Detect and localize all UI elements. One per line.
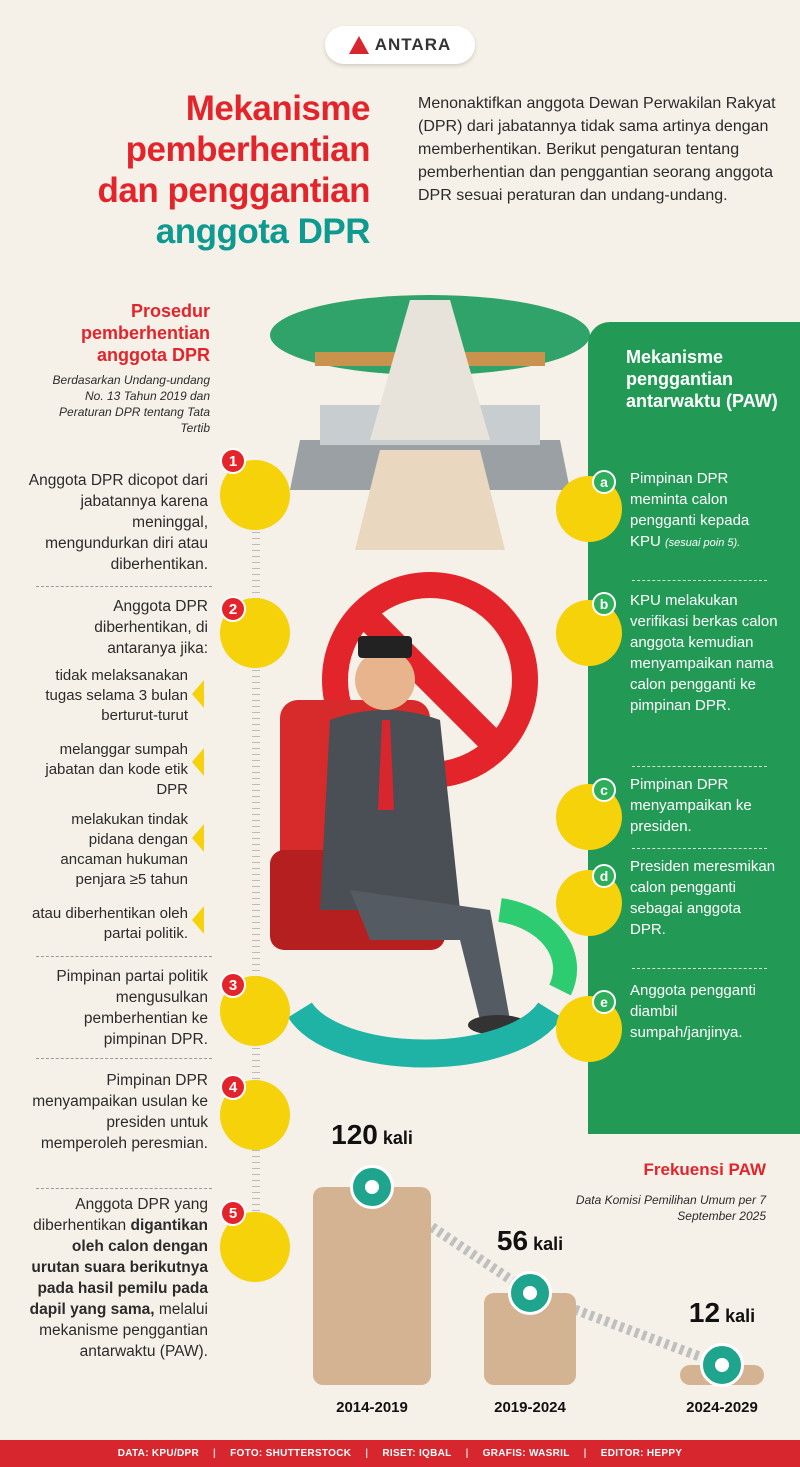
bar-value: 12: [688, 1297, 721, 1328]
intro-text: Menonaktifkan anggota Dewan Perwakilan Rakyat (DPR) dari jabatannya tidak sama artinya dengan memberhentikan. Berikut pengaturan tentang pemberhentian dan penggantian seorang anggota DPR sesuai peraturan dan undang-undang.: [418, 95, 776, 204]
step-5-text: [23, 1194, 208, 1362]
credit-grafis: GRAFIS: WASRIL: [482, 1448, 570, 1459]
step-5-badge: 5: [220, 1200, 246, 1226]
bar-value: 120: [331, 1119, 378, 1150]
page-title: [30, 88, 370, 252]
bar-value-label: [302, 1119, 442, 1151]
bar-unit: kali: [720, 1306, 756, 1326]
bar-marker-icon: [350, 1165, 394, 1209]
category-label: 2024-2029: [686, 1399, 758, 1416]
step-b-text: KPU melakukan verifikasi berkas calon anggota kemudian menyampaikan nama calon pengganti ke pimpinan DPR.: [630, 592, 778, 714]
divider: [632, 968, 767, 969]
step-4-badge: 4: [220, 1074, 246, 1100]
separator: |: [465, 1448, 469, 1459]
step-1-badge: 1: [220, 448, 246, 474]
category-label: 2019-2024: [494, 1399, 566, 1416]
step-3-badge: 3: [220, 972, 246, 998]
divider: [632, 766, 767, 767]
step-c-text: Pimpinan DPR menyampaikan ke presiden.: [630, 776, 752, 835]
step-3-text: Pimpinan partai politik mengusulkan pemberhentian ke pimpinan DPR.: [56, 968, 208, 1048]
divider: [632, 580, 767, 581]
separator: |: [365, 1448, 369, 1459]
bar-unit: kali: [377, 1128, 413, 1148]
divider: [36, 1058, 212, 1059]
title-line-4: anggota DPR: [155, 212, 370, 251]
condition-2: melanggar sumpah jabatan dan kode etik DPR: [45, 741, 188, 798]
antara-logo-icon: [349, 36, 369, 54]
divider: [36, 956, 212, 957]
logo-text: ANTARA: [374, 35, 452, 54]
chart-title: Frekuensi PAW: [643, 1160, 766, 1179]
bar-value: 56: [496, 1224, 529, 1256]
stairs-shape: [355, 450, 505, 550]
bar-2014-2019: [313, 1187, 431, 1385]
divider: [36, 586, 212, 587]
condition-marker: [192, 748, 204, 776]
category-label: 2014-2019: [336, 1399, 408, 1416]
condition-1: tidak melaksanakan tugas selama 3 bulan berturut-turut: [45, 667, 188, 724]
step-4-text: Pimpinan DPR menyampaikan usulan ke presiden untuk memperoleh peresmian.: [32, 1072, 208, 1152]
credit-editor: EDITOR: HEPPY: [600, 1448, 683, 1459]
step-c-badge: c: [592, 778, 616, 802]
step-e-text: Anggota pengganti diambil sumpah/janjinya.: [630, 982, 756, 1041]
chart-subtitle: Data Komisi Pemilihan Umum per 7 September 2025: [575, 1193, 766, 1223]
left-source: Berdasarkan Undang-undang No. 13 Tahun 2019 dan Peraturan DPR tentang Tata Tertib: [52, 373, 210, 435]
separator: |: [213, 1448, 217, 1459]
step-5-text-bold: digantikan oleh calon dengan urutan suara berikutnya pada hasil pemilu pada dapil yang sama,: [29, 1217, 208, 1318]
man-legs-shape: [350, 890, 510, 1020]
divider: [36, 1188, 212, 1189]
condition-4: atau diberhentikan oleh partai politik.: [32, 905, 188, 942]
credits-footer: [0, 1440, 800, 1467]
title-line-1: Mekanisme: [185, 89, 370, 128]
step-5-text-c: melalui mekanisme penggantian antarwaktu (PAW).: [39, 1301, 208, 1360]
step-e-badge: e: [592, 990, 616, 1014]
man-head-icon: [355, 650, 415, 710]
step-a-main: Pimpinan DPR meminta calon pengganti kepada KPU: [630, 470, 750, 550]
step-a-badge: a: [592, 470, 616, 494]
left-section-header: [40, 300, 210, 436]
step-2-text: Anggota DPR diberhentikan, di antaranya jika:: [94, 598, 208, 657]
bar-marker-icon: [700, 1343, 744, 1387]
peci-hat-shape: [358, 636, 412, 658]
credit-foto: FOTO: SHUTTERSTOCK: [230, 1448, 352, 1459]
condition-marker: [192, 680, 204, 708]
bar-marker-icon: [508, 1271, 552, 1315]
left-heading: Prosedur pemberhentian anggota DPR: [80, 301, 210, 365]
right-heading: Mekanisme penggantian antarwaktu (PAW): [626, 347, 778, 411]
title-line-2: pemberhentian: [125, 130, 370, 169]
bar-unit: kali: [528, 1233, 564, 1254]
separator: |: [583, 1448, 587, 1459]
step-d-text: Presiden meresmikan calon pengganti sebagai anggota DPR.: [630, 858, 776, 938]
step-a-text: [630, 468, 780, 554]
step-2-badge: 2: [220, 596, 246, 622]
divider: [632, 848, 767, 849]
step-b-badge: b: [592, 592, 616, 616]
green-cycle-arrow-icon: [500, 910, 565, 990]
bar-value-label: [652, 1297, 792, 1329]
antara-logo: [325, 26, 475, 64]
condition-marker: [192, 824, 204, 852]
step-1-text: Anggota DPR dicopot dari jabatannya karena meninggal, mengundurkan diri atau diberhentikan.: [28, 472, 208, 573]
step-5-text-a: Anggota DPR yang diberhentikan: [33, 1196, 208, 1234]
condition-marker: [192, 906, 204, 934]
step-d-badge: d: [592, 864, 616, 888]
title-line-3: dan penggantian: [97, 171, 370, 210]
parliament-illustration: [260, 290, 600, 1110]
credit-riset: RISET: IQBAL: [382, 1448, 452, 1459]
credit-data: DATA: KPU/DPR: [117, 1448, 200, 1459]
condition-3: melakukan tindak pidana dengan ancaman hukuman penjara ≥5 tahun: [60, 811, 188, 888]
bar-value-label: [460, 1225, 600, 1257]
step-a-note: (sesuai poin 5).: [665, 537, 741, 549]
